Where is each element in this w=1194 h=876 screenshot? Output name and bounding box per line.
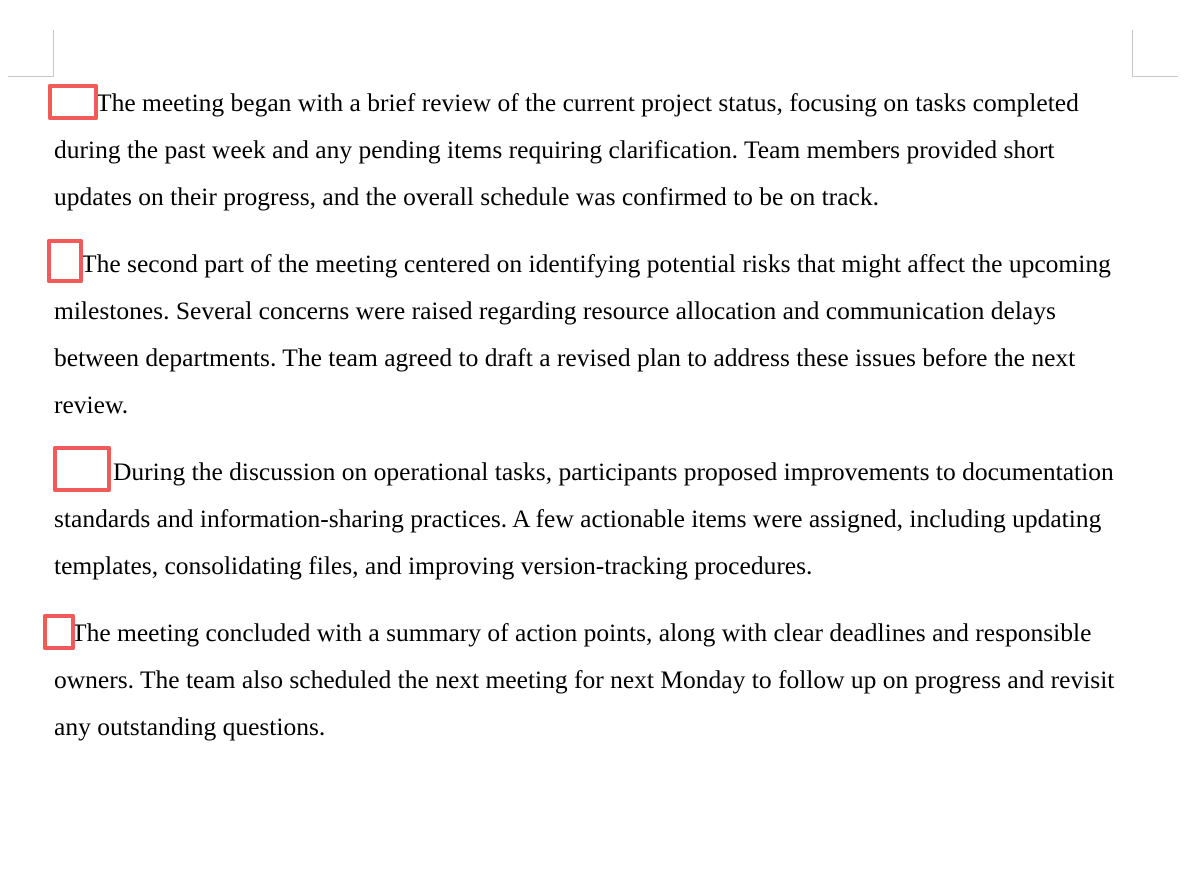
paragraph-text: The meeting began with a brief review of the current project status, focusing on tasks completed during the past week and any pending items requiring clarification. Team members provided short updates on their progress, and the overall schedule was confirmed to be on track. <box>54 88 1079 211</box>
paragraph-3[interactable] <box>54 448 1134 589</box>
crop-mark-top-right-horizontal <box>1132 76 1178 77</box>
paragraph-text: During the discussion on operational tasks, participants proposed improvements to documentation standards and information-sharing practices. A few actionable items were assigned, including updating templates, consolidating files, and improving version-tracking procedures. <box>54 457 1114 580</box>
paragraph-text: The meeting concluded with a summary of action points, along with clear deadlines and responsible owners. The team also scheduled the next meeting for next Monday to follow up on progress and revisit any outstanding questions. <box>54 618 1115 741</box>
indent-highlight-box <box>53 446 111 492</box>
crop-mark-top-left-vertical <box>53 30 54 76</box>
paragraph-1[interactable] <box>54 79 1134 220</box>
indent-highlight-box <box>48 84 98 120</box>
indent-highlight-box <box>43 614 75 650</box>
paragraph-2[interactable] <box>54 240 1134 428</box>
crop-mark-top-right-vertical <box>1132 30 1133 76</box>
indent-highlight-box <box>47 239 83 283</box>
paragraph-4[interactable] <box>54 609 1134 750</box>
paragraph-text: The second part of the meeting centered on identifying potential risks that might affect the upcoming milestones. Several concerns were raised regarding resource allocation and communication delays between departments. The team agreed to draft a revised plan to address these issues before the next review. <box>54 249 1111 419</box>
document-body[interactable] <box>54 79 1134 770</box>
crop-mark-top-left-horizontal <box>8 76 54 77</box>
